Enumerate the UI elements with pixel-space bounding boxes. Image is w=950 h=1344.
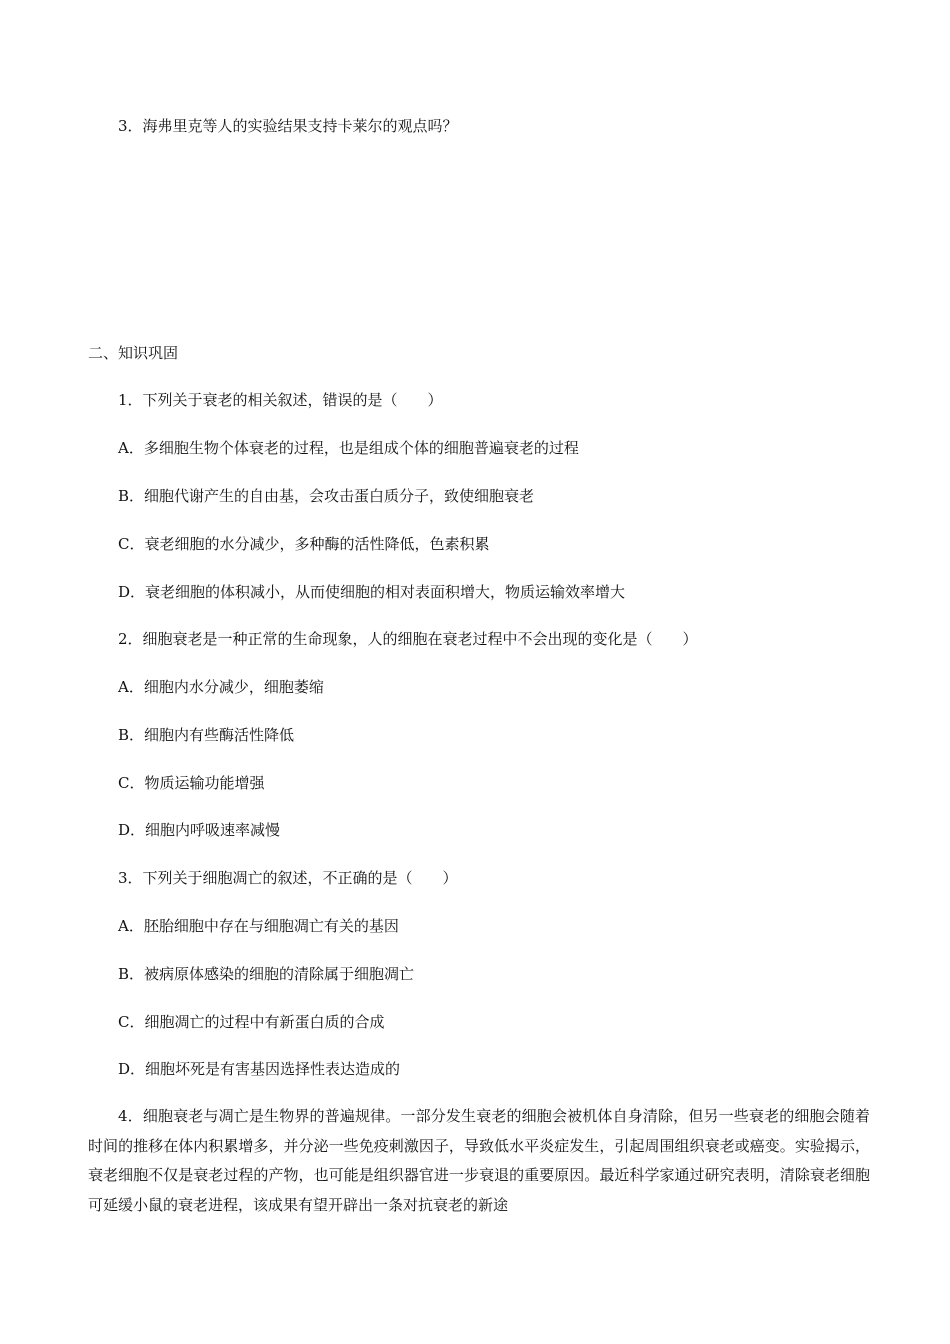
question-2-option-b: B．细胞内有些酶活性降低 bbox=[118, 726, 295, 744]
question-3-prev: 3．海弗里克等人的实验结果支持卡莱尔的观点吗？ bbox=[118, 117, 458, 135]
question-1-option-d: D．衰老细胞的体积减小，从而使细胞的相对表面积增大，物质运输效率增大 bbox=[118, 583, 626, 601]
question-3-option-c: C．细胞凋亡的过程中有新蛋白质的合成 bbox=[118, 1013, 385, 1031]
question-3-option-a: A．胚胎细胞中存在与细胞凋亡有关的基因 bbox=[118, 917, 399, 935]
question-1-stem: 1．下列关于衰老的相关叙述，错误的是（ ） bbox=[118, 391, 443, 409]
question-1-option-a: A．多细胞生物个体衰老的过程，也是组成个体的细胞普遍衰老的过程 bbox=[118, 439, 579, 457]
question-3-stem: 3．下列关于细胞凋亡的叙述，不正确的是（ ） bbox=[118, 869, 458, 887]
question-1-option-b: B．细胞代谢产生的自由基，会攻击蛋白质分子，致使细胞衰老 bbox=[118, 487, 535, 505]
question-2-option-c: C．物质运输功能增强 bbox=[118, 774, 265, 792]
question-3-option-d: D．细胞坏死是有害基因选择性表达造成的 bbox=[118, 1060, 401, 1078]
section-title: 二、知识巩固 bbox=[88, 344, 179, 362]
question-2-option-d: D．细胞内呼吸速率减慢 bbox=[118, 821, 281, 839]
question-2-stem: 2．细胞衰老是一种正常的生命现象，人的细胞在衰老过程中不会出现的变化是（ ） bbox=[118, 630, 698, 648]
question-3-option-b: B．被病原体感染的细胞的清除属于细胞凋亡 bbox=[118, 965, 415, 983]
question-1-option-c: C．衰老细胞的水分减少，多种酶的活性降低，色素积累 bbox=[118, 535, 490, 553]
question-4-paragraph: 4．细胞衰老与凋亡是生物界的普遍规律。一部分发生衰老的细胞会被机体自身清除，但另一些衰老的细胞会随着时间的推移在体内积累增多，并分泌一些免疫刺激因子，导致低水平炎症发生，引起周围组织衰老或癌变。实验揭示，衰老细胞不仅是衰老过程的产物，也可能是组织器官进一步衰退的重要原因。最近科学家通过研究表明，清除衰老细胞可延缓小鼠的衰老进程，该成果有望开辟出一条对抗衰老的新途 bbox=[88, 1107, 870, 1214]
question-2-option-a: A．细胞内水分减少，细胞萎缩 bbox=[118, 678, 324, 696]
